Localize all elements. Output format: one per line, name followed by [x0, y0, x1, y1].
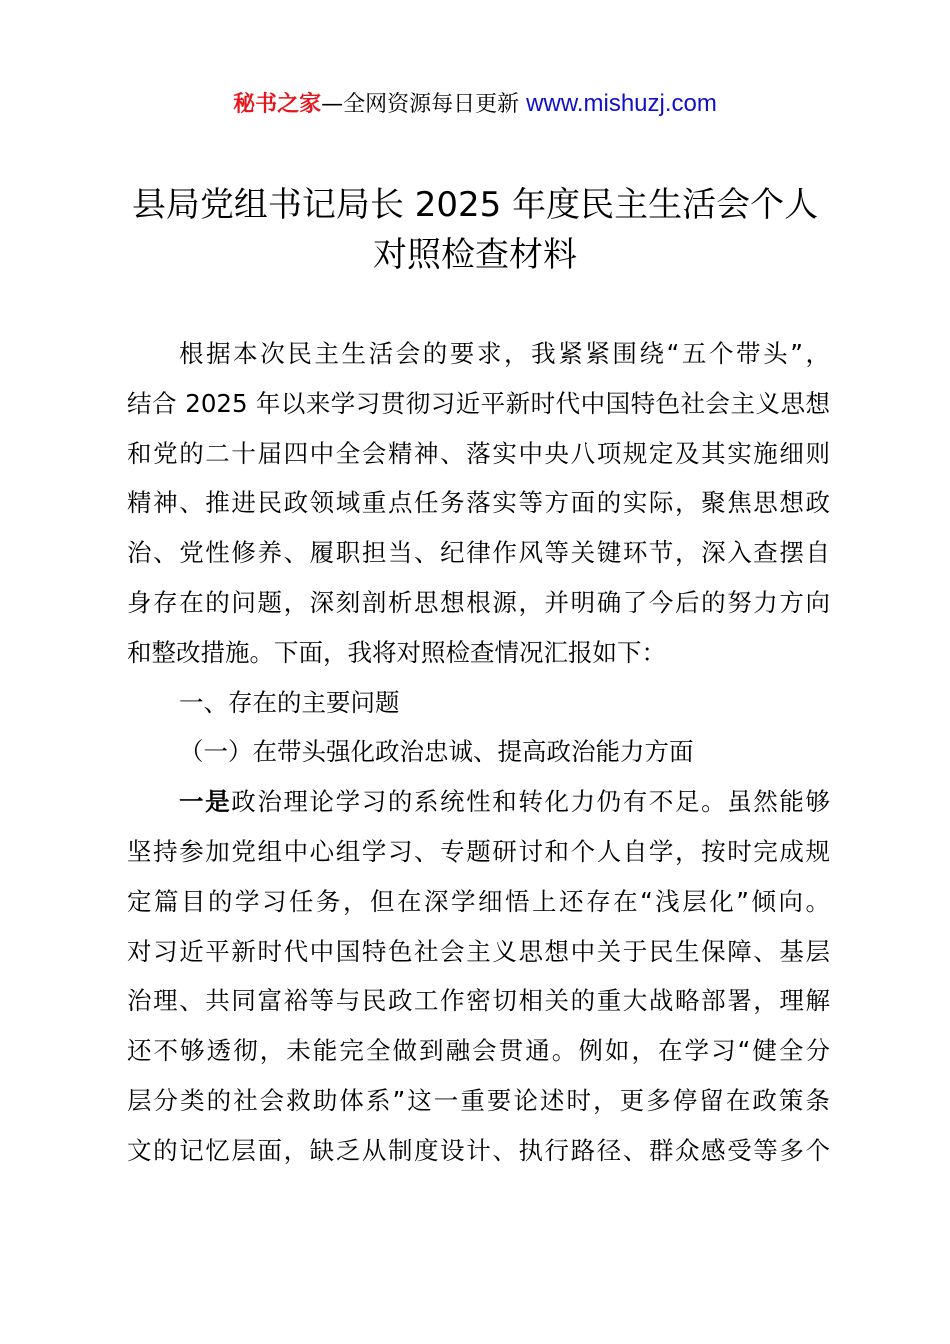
paragraph-line: 坚持参加党组中心组学习、专题研讨和个人自学，按时完成规: [127, 836, 830, 866]
paragraph-line: [127, 777, 830, 827]
paragraph-line: 身存在的问题，深刻剖析思想根源，并明确了今后的努力方向: [127, 587, 830, 617]
title-line-2: 对照检查材料: [373, 235, 577, 275]
point-text: 政治理论学习的系统性和转化力仍有不足。虽然能够: [231, 787, 831, 817]
site-url-link[interactable]: www.mishuzj.com: [526, 90, 717, 117]
paragraph-line: 定篇目的学习任务，但在深学细悟上还存在“浅层化”倾向。: [127, 886, 830, 916]
title-line-1: 县局党组书记局长 2025 年度民主生活会个人: [131, 185, 819, 225]
section-heading: 一、存在的主要问题: [179, 687, 400, 717]
site-header: [0, 88, 950, 121]
brand-name: 秘书之家: [233, 92, 322, 117]
paragraph-line: 还不够透彻，未能完全做到融会贯通。例如，在学习“健全分: [127, 1036, 830, 1066]
point-lead: 一是: [179, 787, 232, 817]
paragraph-line: 和党的二十届四中全会精神、落实中央八项规定及其实施细则: [127, 438, 830, 468]
paragraph-line: 对习近平新时代中国特色社会主义思想中关于民生保障、基层: [127, 936, 830, 966]
paragraph-line: 治、党性修养、履职担当、纪律作风等关键环节，深入查摆自: [127, 538, 830, 568]
paragraph-line: 结合 2025 年以来学习贯彻习近平新时代中国特色社会主义思想: [127, 388, 830, 418]
paragraph-line: 治理、共同富裕等与民政工作密切相关的重大战略部署，理解: [127, 986, 830, 1016]
header-tagline: —全网资源每日更新: [321, 92, 527, 117]
document-body: [127, 329, 830, 1176]
paragraph-line: 文的记忆层面，缺乏从制度设计、执行路径、群众感受等多个: [127, 1135, 830, 1165]
paragraph-line: 和整改措施。下面，我将对照检查情况汇报如下：: [127, 637, 666, 667]
document-title: [0, 180, 950, 280]
paragraph-line: 层分类的社会救助体系”这一重要论述时，更多停留在政策条: [127, 1085, 830, 1115]
paragraph-line: 根据本次民主生活会的要求，我紧紧围绕“五个带头”，: [179, 339, 830, 368]
subsection-heading: （一）在带头强化政治忠诚、提高政治能力方面: [179, 737, 694, 767]
paragraph-line: 精神、推进民政领域重点任务落实等方面的实际，聚焦思想政: [127, 488, 830, 518]
